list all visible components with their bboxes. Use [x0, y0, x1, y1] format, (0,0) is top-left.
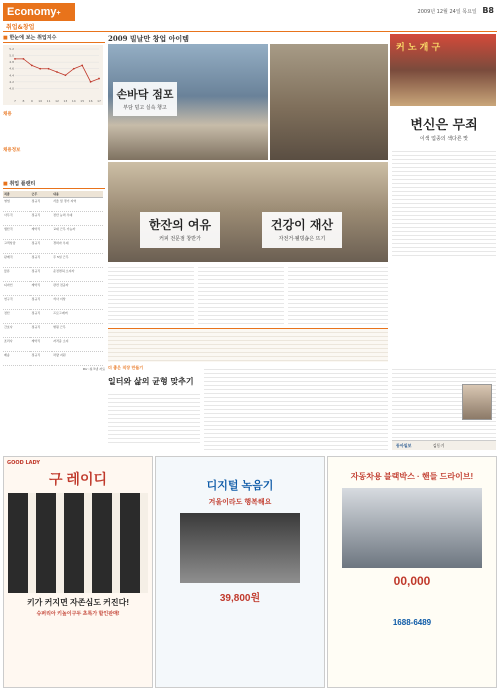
job-table-cell: 정규직	[30, 240, 52, 254]
ad3-price: 00,000	[393, 574, 431, 588]
top-strip-title: 2009 빌날만 창업 아이템	[108, 34, 189, 43]
job-table-cell: 교대 근무 가능자	[52, 226, 103, 240]
left-text-1	[3, 118, 105, 144]
ads-area	[3, 456, 497, 688]
job-table-cell: 정규직	[30, 296, 52, 310]
job-table-cell: 계약직	[30, 282, 52, 296]
job-table-cell: 프로그래머	[52, 310, 103, 324]
job-table-cell: 정규직	[30, 198, 52, 212]
store-photo	[270, 44, 388, 160]
chart-point	[14, 58, 16, 60]
left-item-2	[3, 147, 105, 153]
chart-y-tick: 4.6	[9, 66, 14, 71]
table-row	[3, 310, 103, 324]
job-table-cell: 정규직	[30, 310, 52, 324]
job-table-cell: 차량 지원	[52, 352, 103, 366]
ad-recorder[interactable]	[155, 456, 325, 688]
columnist-name: 김동기	[432, 443, 445, 448]
job-table-cell: 사무직	[3, 212, 30, 226]
brand-footer-label: 동아일보	[396, 443, 412, 448]
job-table-cell: 전산	[3, 310, 30, 324]
chart-x-tick: 12	[55, 99, 59, 103]
ad3-title: 자동차용 블랙박스 · 핸들 드라이브!	[350, 472, 474, 481]
job-table-cell: 계약직	[30, 338, 52, 352]
shop-sign-text: 커 노 개 구	[396, 43, 441, 53]
table-row	[3, 254, 103, 268]
story5-body	[108, 391, 200, 445]
table-row	[3, 296, 103, 310]
chart-point	[81, 65, 83, 67]
job-table-cell: 정규직	[30, 324, 52, 338]
table-row	[3, 198, 103, 212]
left-item-1-label: 채용	[3, 112, 12, 117]
chart-y-tick: 4.0	[9, 86, 14, 91]
story5-kicker: 더 좋은 직장 만들기	[108, 365, 144, 370]
story-body-b	[198, 264, 284, 324]
chart-svg	[3, 45, 103, 105]
left-text-2	[3, 154, 105, 176]
table-row	[3, 240, 103, 254]
chart-point	[56, 71, 58, 73]
job-table-cell: 고객상담	[3, 240, 30, 254]
job-table-footer: Por: 워크넷 자료	[82, 367, 105, 371]
story4-sub: 이색 업종의 색다른 맛	[419, 136, 469, 142]
chart-point	[98, 78, 100, 80]
left-item-1	[3, 111, 105, 117]
job-table-title: ■ 취업 플랜티	[3, 180, 105, 189]
table-row	[3, 338, 103, 352]
ad2-title: 디지털 녹음기	[206, 480, 274, 492]
story1-headline-box	[113, 82, 177, 116]
job-table-col-0: 직종	[3, 191, 30, 198]
table-row	[3, 282, 103, 296]
ad2-product-image	[180, 513, 300, 583]
brand-plus: +	[56, 10, 61, 17]
chart-point	[31, 65, 33, 67]
job-table-cell: 석사 이상	[52, 296, 103, 310]
job-table-cell: 병원 근무	[52, 324, 103, 338]
story4-body	[392, 148, 496, 258]
job-table-cell: 영업	[3, 198, 30, 212]
chart-y-tick: 4.2	[9, 79, 14, 84]
page-number: B8	[482, 6, 494, 15]
job-table	[3, 191, 103, 366]
job-table-cell: 간호사	[3, 324, 30, 338]
story5-block	[108, 366, 200, 450]
ad3-product-image	[342, 488, 482, 568]
left-column	[3, 34, 105, 454]
ad1-sub: 키가 커지면 자존심도 커진다!	[26, 598, 130, 607]
job-table-cell: 조리사	[3, 338, 30, 352]
story1-headline: 손바닥 점포	[116, 88, 174, 101]
story-body-a	[108, 264, 194, 324]
job-table-cell: 판매직	[3, 254, 30, 268]
table-row	[3, 226, 103, 240]
job-table-cell: 정규직	[30, 254, 52, 268]
story2-headline: 한잔의 여유	[148, 218, 212, 232]
chart-point	[39, 68, 41, 70]
chart-x-tick: 14	[71, 99, 76, 103]
columnist-footer	[392, 440, 496, 450]
chart-point	[73, 68, 75, 70]
chart-y-tick: 4.8	[9, 60, 14, 65]
story2-headline-box	[140, 212, 220, 248]
job-table-cell: 디자인	[3, 282, 30, 296]
job-table-cell: 정규직	[30, 352, 52, 366]
ad2-price: 39,800원	[219, 593, 261, 604]
chart-y-tick: 4.4	[9, 73, 14, 78]
chart-point	[90, 81, 92, 83]
brand-logo	[3, 3, 75, 21]
story3-sub: 자전거·웰빙숍은 뜨기	[278, 236, 326, 242]
job-table-cell: 관련 전공자	[52, 282, 103, 296]
chart-point	[65, 74, 67, 76]
story-body-c	[288, 264, 388, 324]
job-table-cell: 생산직	[3, 226, 30, 240]
ad1-shoes-image	[8, 493, 148, 593]
section-label: 취업&창업	[6, 24, 35, 31]
columnist-photo	[462, 384, 492, 420]
chart-x-tick: 8	[22, 99, 25, 103]
table-row	[3, 268, 103, 282]
job-table-cell: 정규직	[30, 212, 52, 226]
page-header	[0, 0, 500, 31]
story4-headline: 변신은 무죄	[410, 118, 478, 133]
job-table-cell: 계약직	[30, 226, 52, 240]
employment-chart	[3, 45, 103, 105]
story3-headline: 건강이 재산	[270, 218, 334, 232]
chart-point	[23, 58, 25, 60]
table-row	[3, 352, 103, 366]
ad1-title: 구 레이디	[49, 471, 107, 487]
chart-x-tick: 7	[14, 99, 16, 103]
employment-chart-title: ■ 한눈에 보는 취업지수	[3, 34, 105, 43]
chart-x-tick: 11	[46, 99, 51, 103]
shop-sign-photo	[390, 34, 496, 106]
chart-y-tick: 5.2	[9, 47, 14, 51]
job-table-cell: 경력자 우대	[52, 240, 103, 254]
left-item-2-label: 채용정보	[3, 148, 21, 153]
chart-x-tick: 13	[63, 99, 68, 103]
chart-x-tick: 9	[30, 99, 33, 103]
job-table-cell: 전산 능력 우대	[52, 212, 103, 226]
ad3-phone[interactable]: 1688-6489	[392, 618, 432, 627]
chart-x-tick: 17	[97, 99, 101, 103]
story4-headline-box	[392, 110, 496, 144]
ad1-sub2: 슈퍼리아 키높이구두 초특가 할인판매!	[36, 611, 120, 617]
ad1-brand: GOOD LADY	[7, 460, 40, 466]
job-table-cell: 운전면허 소지자	[52, 268, 103, 282]
job-table-cell: 배송	[3, 352, 30, 366]
job-table-cell: 정규직	[30, 268, 52, 282]
chart-y-tick: 5.0	[9, 53, 14, 58]
ad2-sub: 겨울이라도 행복해요	[208, 499, 272, 506]
table-row	[3, 324, 103, 338]
chart-x-tick: 15	[80, 99, 85, 103]
dateline	[418, 6, 494, 15]
job-table-cell: 서울 및 경기 지역	[52, 198, 103, 212]
story2-sub: 커피 전문점 창반가	[159, 236, 201, 242]
chart-x-tick: 10	[38, 99, 43, 103]
ad-shoes[interactable]	[3, 456, 153, 688]
story5-headline: 일터와 삶의 균형 맞추기	[108, 376, 194, 386]
job-table-cell: 물류	[3, 268, 30, 282]
job-table-col-1: 근무	[30, 191, 52, 198]
date-text: 2009년 12월 24일 목요일	[417, 9, 477, 15]
chart-x-tick: 16	[88, 99, 93, 103]
ad-blackbox[interactable]	[327, 456, 497, 688]
job-table-cell: 연구직	[3, 296, 30, 310]
column-block	[392, 366, 496, 450]
story3-headline-box	[262, 212, 342, 248]
chart-point	[48, 68, 50, 70]
brand-name: Economy	[7, 6, 57, 18]
job-table-col-2: 내용	[52, 191, 103, 198]
header-rule	[3, 31, 497, 32]
story1-sub: 부담 덜고 실속 챙고	[123, 105, 167, 111]
job-table-cell: 자격증 소지	[52, 338, 103, 352]
story5-body-cols	[204, 366, 388, 450]
job-table-cell: 주 5일 근무	[52, 254, 103, 268]
data-strip	[108, 328, 388, 362]
table-row	[3, 212, 103, 226]
